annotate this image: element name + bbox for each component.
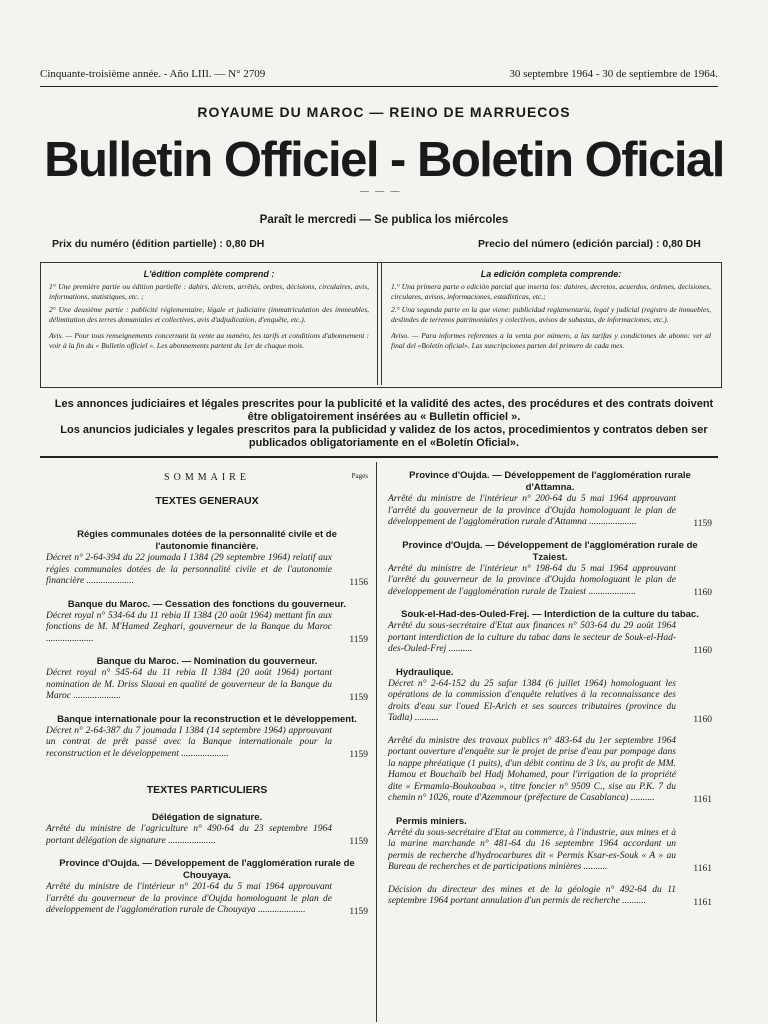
edition-fr-heading: L'édition complète comprend : [143, 269, 275, 279]
edition-fr-part1: 1° Une première partie ou édition partielle : dahirs, décrets, arrêtés, ordres, décisions, circulaires, avis, informations, statistiques, etc. ; [49, 282, 369, 301]
issue-date: 30 septembre 1964 - 30 de septiembre de 1964. [509, 68, 718, 80]
edition-fr [49, 269, 369, 354]
price-es: Precio del número (edición parcial) : 0,80 DH [478, 238, 701, 250]
toc-entry-title: Délégation de signature. [151, 812, 263, 823]
toc-entry-title: Permis miniers. [396, 815, 467, 827]
toc-entry-page: 1159 [349, 750, 368, 760]
toc-entry-body: Arrêté du ministre de l'intérieur n° 201-64 du 5 mai 1964 approuvant l'arrêté du gouverneur de la province d'Oujda homologuant le plan de développement de l'agglomération rurale de Chouyaya .................... [46, 882, 332, 915]
toc-entry [388, 885, 712, 908]
toc-entry-body: Décret royal n° 545-64 du 11 rebia II 1384 (20 août 1964) portant nomination de M. Driss Slaoui en qualité de gouverneur de la Banque du Maroc .................... [46, 668, 332, 701]
toc-entry-page: 1161 [693, 863, 712, 874]
toc-entry-body: Décret n° 2-64-152 du 25 safar 1384 (6 juillet 1964) homologuant les opérations de la commission d'enquête relatives à la reconnaissance des droits d'eau sur l'oued El-Arich et ses sources tributaires (province du Tadla) .......... [388, 678, 676, 723]
toc-entry [46, 812, 368, 847]
toc-entry-title: Banque du Maroc. — Nomination du gouverneur. [96, 656, 318, 667]
toc-entry-title: Province d'Oujda. — Développement de l'agglomération rurale de Tzaiest. [402, 539, 698, 563]
toc-entry-page: 1160 [693, 645, 712, 656]
toc-entry-body: Arrêté du ministre des travaux publics n° 483-64 du 1er septembre 1964 portant ouverture d'enquête sur le projet de prise d'eau par pompage dans la nappe phréatique (1 puits), d'un débit continu de 3 l/s, au profit de MM. Hamou et Bouchaïb bel Hadj Mohamed, pour l'irrigation de la propriété dite « Ermamla-Boukoubaa », titre foncier n° 9509 C., sise au P.K. 7 du chemin n° 1026, route d'Azemmour (préfecture de Casablanca) .......... [388, 735, 676, 803]
legal-notice-fr: Les annonces judiciaires et légales prescrites pour la publicité et la validité des actes, des procédures et des contrats doivent être obligatoirement insérées au « Bulletin officiel ». [54, 398, 714, 423]
toc-entry-body: Arrêté du sous-secrétaire d'Etat au commerce, à l'industrie, aux mines et à la marine marchande n° 481-64 du 16 septembre 1964 accordant un permis de recherche d'hydrocarbures dit « Permis Ksar-es-Souk « A » au Bureau de recherches et de participations minières .......... [388, 827, 676, 872]
toc-entry-page: 1159 [349, 837, 368, 847]
toc-entry-page: 1160 [693, 714, 712, 725]
kingdom-heading: ROYAUME DU MAROC — REINO DE MARRUECOS [197, 104, 571, 120]
pages-label: Pages [351, 472, 368, 480]
edition-fr-part2: 2° Une deuxième partie : publicité réglementaire, légale et judiciaire (immatriculation des immeubles, délimitation des terres domaniales et collectives, avis d'adjudication, d'enquête, etc.). [49, 305, 369, 324]
toc-entry-title: Province d'Oujda. — Développement de l'agglomération rurale de Chouyaya. [59, 858, 355, 881]
toc-entry-page: 1156 [349, 577, 368, 588]
toc-entry [388, 540, 712, 599]
header-rule [40, 86, 718, 87]
edition-es-part1: 1.° Una primera parte o edición parcial que inserta los: dahires, decretos, acuerdos, órdenes, decisiones, circulares, avisos, informaciones, estadísticas, etc.; [391, 282, 711, 301]
section-textes-generaux: TEXTES GENERAUX [155, 495, 259, 507]
toc-entry [388, 736, 712, 805]
toc-entry-title: Banque internationale pour la reconstruction et le développement. [57, 713, 357, 725]
toc-entry-page: 1161 [693, 794, 712, 805]
toc-entry-page: 1159 [693, 518, 712, 529]
toc-entry-title: Régies communales dotées de la personnalité civile et de l'autonomie financière. [77, 529, 337, 552]
toc-entry-page: 1159 [349, 692, 368, 703]
sommaire-heading [46, 472, 368, 483]
edition-es [391, 269, 711, 354]
sommaire-label: SOMMAIRE [164, 472, 250, 483]
toc-entry-body: Décision du directeur des mines et de la géologie n° 492-64 du 11 septembre 1964 portant annulation d'un permis de recherche .......... [388, 884, 676, 906]
price-fr: Prix du numéro (édition partielle) : 0,80 DH [52, 238, 265, 250]
title-dash-mark: — — — [360, 186, 402, 196]
toc-entry-body: Arrêté du sous-secrétaire d'Etat aux finances n° 503-64 du 29 août 1964 portant interdiction de la culture du tabac dans le secteur de Souk-el-Had-des-Ouled-Frej .......... [388, 621, 676, 654]
sommaire-left-column [46, 462, 368, 928]
toc-entry-title: Province d'Oujda. — Développement de l'agglomération rurale d'Attamna. [409, 470, 691, 493]
sommaire-right-column [388, 470, 712, 919]
edition-divider-2 [381, 263, 382, 385]
toc-entry-page: 1160 [693, 588, 712, 598]
toc-entry-page: 1161 [693, 897, 712, 908]
toc-entry-title: Souk-el-Had-des-Ouled-Frej. — Interdiction de la culture du tabac. [401, 609, 699, 620]
toc-entry [388, 816, 712, 874]
toc-entry-body: Décret n° 2-64-387 du 7 joumada I 1384 (14 septembre 1964) approuvant un contrat de prêt passé avec la Banque internationale pour la reconstruction et le développement .................... [46, 725, 332, 759]
edition-es-heading: La edición completa comprende: [480, 269, 622, 279]
edition-es-aviso: Aviso. — Para informes referentes a la venta por número, a las tarifas y condiciones de abono: ver al final del «Boletín oficial». Las suscripciones parten del primero de cada mes. [391, 331, 711, 350]
toc-entry [46, 599, 368, 646]
issue-number: Cinquante-troisième année. - Año LIII. — N° 2709 [40, 68, 266, 80]
toc-entry-body: Arrêté du ministre de l'intérieur n° 198-64 du 5 mai 1964 approuvant l'arrêté du gouverneur de la province d'Oujda homologuant le plan de développement de l'agglomération rurale de Tzaiest .................... [388, 563, 676, 597]
bulletin-title: Bulletin Officiel - Boletin Oficial [44, 133, 724, 187]
toc-entry-body: Décret n° 2-64-394 du 22 joumada I 1384 (29 septembre 1964) relatif aux régies communales dotées de la personnalité civile et de l'autonomie financière .................... [46, 553, 332, 586]
toc-entry [388, 609, 712, 656]
publication-day: Paraît le mercredi — Se publica los miércoles [259, 214, 509, 226]
toc-entry [46, 529, 368, 588]
edition-fr-avis: Avis. — Pour tous renseignements concernant la vente au numéro, les tarifs et conditions d'abonnement : voir à la fin du « Bulletin officiel ». Les abonnements partent du 1er de chaque mois. [49, 331, 369, 350]
toc-entry-title: Hydraulique. [396, 666, 454, 678]
toc-entry-body: Arrêté du ministre de l'agriculture n° 490-64 du 23 septembre 1964 portant délégation de signature .................... [46, 824, 332, 846]
toc-entry [388, 667, 712, 725]
legal-notice-es: Los anuncios judiciales y legales prescritos para la publicidad y validez de los actos, procedimientos y contratos deben ser publicados obligatoriamente en el «Boletín Oficial». [60, 424, 708, 449]
toc-entry [46, 714, 368, 761]
edition-box [40, 262, 722, 388]
issue-header-line [40, 68, 718, 80]
toc-entry-body: Décret royal n° 534-64 du 11 rebia II 1384 (20 août 1964) mettant fin aux fonctions de M. M'Hamed Zeghari, gouverneur de la Banque du Maroc .................... [46, 610, 332, 644]
section-textes-particuliers: TEXTES PARTICULIERS [146, 784, 268, 796]
toc-entry [388, 470, 712, 529]
toc-entry [46, 656, 368, 703]
column-divider [376, 462, 377, 1022]
toc-entry [46, 858, 368, 917]
toc-rule [40, 456, 718, 458]
toc-entry-body: Arrêté du ministre de l'intérieur n° 200-64 du 5 mai 1964 approuvant l'arrêté du gouverneur de la province d'Oujda homologuant le plan de développement de l'agglomération rurale d'Attamna .................... [388, 494, 676, 527]
toc-entry-page: 1159 [349, 635, 368, 645]
toc-entry-page: 1159 [349, 906, 368, 917]
edition-divider [377, 263, 378, 385]
toc-entry-title: Banque du Maroc. — Cessation des fonctions du gouverneur. [67, 598, 347, 610]
edition-es-part2: 2.° Una segunda parte en la que viene: publicidad reglamentaria, legal y judicial (registro de inmuebles, deslindes de terrenos patrimoniales y colectivos, avisos de subastas, de informaciones, etc.). [391, 305, 711, 324]
